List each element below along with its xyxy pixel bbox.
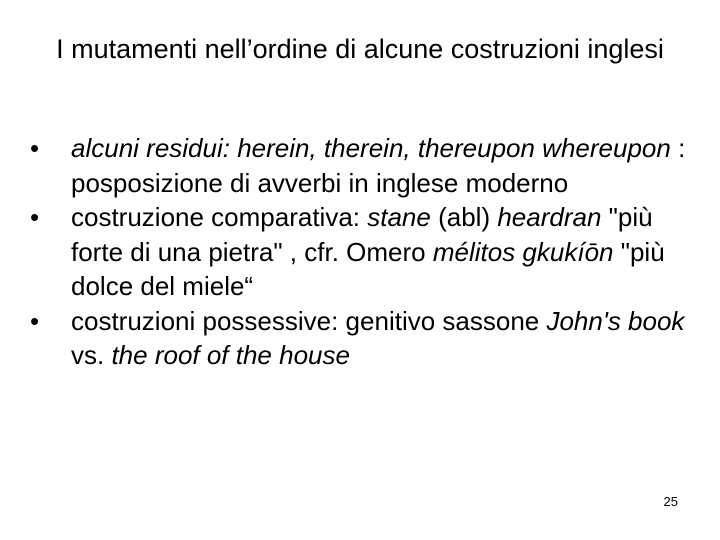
bullet-text-segment: : posposizione di avverbi in inglese moderno — [71, 133, 686, 198]
bullet-text-segment: costruzione comparativa: — [71, 202, 368, 232]
bullet-text-segment: stane — [367, 202, 431, 232]
bullet-text-segment: alcuni residui: herein, therein, thereupon whereupon — [71, 133, 671, 163]
bullet-item-comparativa — [30, 200, 700, 304]
slide-number: 25 — [663, 494, 678, 509]
bullet-marker: • — [30, 133, 40, 163]
bullet-list — [30, 131, 700, 373]
slide-title: I mutamenti nell’ordine di alcune costruzioni inglesi — [56, 34, 664, 64]
bullet-text-segment: "più dolce del miele“ — [71, 236, 665, 301]
bullet-text-segment: mélitos gkukíōn — [432, 236, 614, 267]
bullet-text-segment: vs. — [71, 340, 112, 370]
bullet-item-residui — [30, 131, 700, 200]
bullet-marker: • — [30, 202, 40, 232]
bullet-item-possessive — [30, 304, 700, 373]
bullet-text-segment: the roof of the house — [111, 340, 350, 370]
bullet-text-segment: costruzioni possessive: genitivo sassone — [71, 305, 547, 336]
bullet-marker: • — [30, 305, 40, 336]
bullet-text-segment: John's book — [546, 305, 685, 336]
bullet-text-segment: heardran — [497, 202, 602, 232]
bullet-text-segment: "più forte di una pietra" , cfr. Omero — [71, 202, 653, 267]
bullet-text-segment: (abl) — [430, 202, 498, 232]
